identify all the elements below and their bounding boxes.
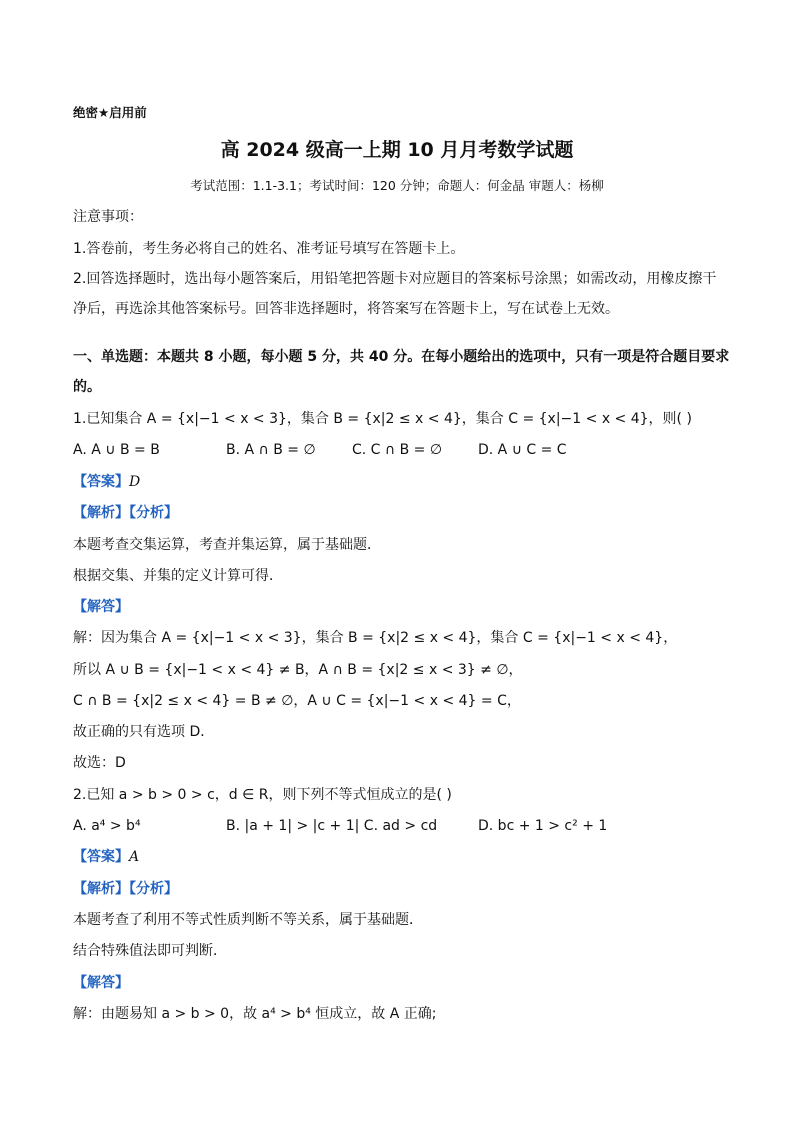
q1-solution-4: 故正确的只有选项 D． xyxy=(73,724,215,740)
answer-value: D xyxy=(129,474,141,490)
notes-item-2b: 净后，再选涂其他答案标号。回答非选择题时，将答案写在答题卡上，写在试卷上无效。 xyxy=(73,301,619,317)
q1-solution-tag: 【解答】 xyxy=(73,599,129,615)
answer-tag: 【答案】 xyxy=(73,849,129,865)
q1-answer xyxy=(73,473,140,491)
answer-tag: 【答案】 xyxy=(73,474,129,490)
q1-solution-2: 所以 A ∪ B = {x|−1 < x < 4} ≠ B，A ∩ B = {x|2 ≤ x < 3} ≠ ∅， xyxy=(73,662,523,678)
q2-analysis-1: 本题考查了利用不等式性质判断不等关系，属于基础题． xyxy=(73,912,423,928)
notes-item-2a: 2.回答选择题时，选出每小题答案后，用铅笔把答题卡对应题目的答案标号涂黑；如需改动，用橡皮擦干 xyxy=(73,271,717,287)
q1-analysis-tag: 【解析】【分析】 xyxy=(73,505,178,521)
q1-option-c: C. C ∩ B = ∅ xyxy=(352,442,443,458)
q2-solution-1: 解：由题易知 a > b > 0，故 a⁴ > b⁴ 恒成立，故 A 正确; xyxy=(73,1006,437,1022)
notes-heading: 注意事项： xyxy=(73,209,143,225)
q1-analysis-1: 本题考查交集运算，考查并集运算，属于基础题． xyxy=(73,537,381,553)
q2-answer xyxy=(73,848,139,866)
secret-label: 绝密★启用前 xyxy=(73,105,147,120)
q1-solution-3: C ∩ B = {x|2 ≤ x < 4} = B ≠ ∅，A ∪ C = {x|−1 < x < 4} = C， xyxy=(73,693,521,709)
q1-analysis-2: 根据交集、并集的定义计算可得． xyxy=(73,568,283,584)
q2-option-bc: B. |a + 1| > |c + 1| C. ad > cd xyxy=(226,818,438,834)
q1-stem: 1.已知集合 A = {x|−1 < x < 3}，集合 B = {x|2 ≤ x < 4}，集合 C = {x|−1 < x < 4}，则( ) xyxy=(73,411,692,427)
q1-solution-1: 解：因为集合 A = {x|−1 < x < 3}，集合 B = {x|2 ≤ x < 4}，集合 C = {x|−1 < x < 4}， xyxy=(73,630,678,646)
q2-option-a: A. a⁴ > b⁴ xyxy=(73,818,141,834)
q1-option-b: B. A ∩ B = ∅ xyxy=(226,442,316,458)
q2-option-d: D. bc + 1 > c² + 1 xyxy=(478,818,608,834)
section-heading-line2: 的。 xyxy=(73,379,101,395)
notes-item-1: 1.答卷前，考生务必将自己的姓名、准考证号填写在答题卡上。 xyxy=(73,241,465,257)
q1-option-d: D. A ∪ C = C xyxy=(478,442,567,458)
answer-value: A xyxy=(129,849,140,865)
q2-analysis-tag: 【解析】【分析】 xyxy=(73,881,178,897)
q1-option-a: A. A ∪ B = B xyxy=(73,442,160,458)
q2-stem: 2.已知 a > b > 0 > c，d ∈ R，则下列不等式恒成立的是( ) xyxy=(73,787,452,803)
q2-analysis-2: 结合特殊值法即可判断． xyxy=(73,943,227,959)
exam-meta: 考试范围：1.1-3.1；考试时间：120 分钟；命题人：何金晶 审题人：杨柳 xyxy=(190,178,604,193)
q1-solution-5: 故选：D xyxy=(73,755,126,771)
q2-solution-tag: 【解答】 xyxy=(73,975,129,991)
exam-title: 高 2024 级高一上期 10 月月考数学试题 xyxy=(220,139,574,161)
section-heading-line1: 一、单选题：本题共 8 小题，每小题 5 分，共 40 分。在每小题给出的选项中，只有一项是符合题目要求 xyxy=(73,349,730,365)
